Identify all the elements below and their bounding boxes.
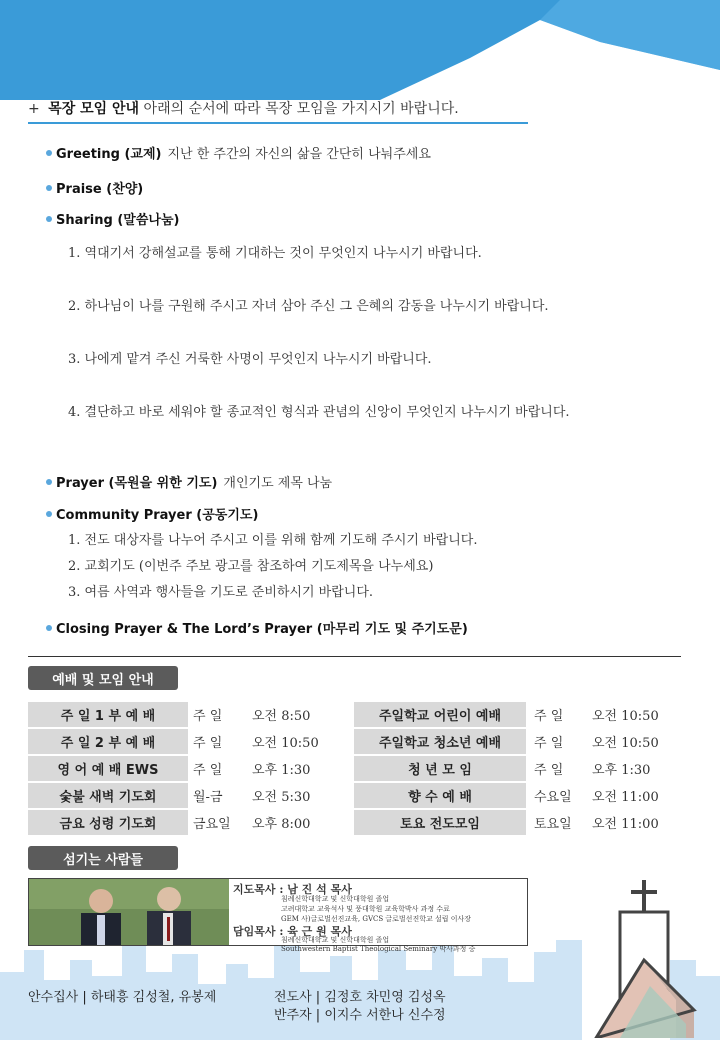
greeting-desc: 지난 한 주간의 자신의 삶을 간단히 나눠주세요	[167, 147, 431, 162]
worship-name: 청 년 모 임	[354, 756, 526, 781]
community-item: 3. 여름 사역과 행사들을 기도로 준비하시기 바랍니다.	[68, 585, 374, 600]
worship-name: 숯불 새벽 기도회	[28, 783, 188, 808]
bullet-icon	[46, 625, 52, 631]
bullet-icon	[46, 150, 52, 156]
sharing-item: 1. 역대기서 강해설교를 통해 기대하는 것이 무엇인지 나누시기 바랍니다.	[68, 246, 482, 261]
sharing-item: 3. 나에게 맡겨 주신 거룩한 사명이 무엇인지 나누시기 바랍니다.	[68, 352, 432, 367]
worship-day: 금요일	[193, 817, 231, 832]
church-icon	[590, 878, 700, 1038]
staff-pastor-1-detail: GEM 사)글로벌선진교육, GVCS 글로벌선진학교 설립 이사장	[281, 915, 471, 923]
worship-name: 주일학교 어린이 예배	[354, 702, 526, 727]
staff-pastor-1-detail: 고려대학교 교육석사 및 풍대학원 교육학박사 과정 수료	[281, 905, 450, 913]
greeting-heading: Greeting (교제)	[56, 147, 162, 162]
order-closing	[46, 618, 468, 637]
staff-info-box	[28, 878, 528, 953]
worship-day: 주 일	[534, 736, 564, 751]
worship-day: 주 일	[534, 709, 564, 724]
title-underline	[28, 122, 528, 124]
staff-pastor-1: 지도목사 : 남 진 석 목사	[233, 883, 352, 896]
community-item: 2. 교회기도 (이번주 주보 광고를 참조하여 기도제목을 나누세요)	[68, 559, 434, 574]
worship-left-times	[252, 702, 347, 835]
prayer-desc: 개인기도 제목 나눔	[223, 476, 333, 491]
sharing-heading: Sharing (말씀나눔)	[56, 213, 180, 228]
worship-day: 토요일	[534, 817, 572, 832]
section-divider	[28, 656, 681, 657]
bullet-icon	[46, 185, 52, 191]
order-praise	[46, 178, 143, 197]
order-greeting	[46, 143, 431, 162]
order-sharing	[46, 209, 179, 228]
worship-name: 주 일 2 부 예 배	[28, 729, 188, 754]
section-title-bold: 목장 모임 안내	[48, 101, 140, 117]
top-banner	[0, 0, 720, 110]
worship-time: 오전 8:50	[252, 709, 311, 724]
worship-name: 토요 전도모임	[354, 810, 526, 835]
staff-pastor-1-detail: 침례신학대학교 및 신학대학원 졸업	[281, 895, 390, 903]
worship-name: 향 수 예 배	[354, 783, 526, 808]
worship-name: 주 일 1 부 예 배	[28, 702, 188, 727]
worship-day: 주 일	[193, 763, 223, 778]
staff-deacons: 안수집사 | 하태흥 김성철, 유봉제	[28, 990, 217, 1005]
community-item: 1. 전도 대상자를 나누어 주시고 이를 위해 함께 기도해 주시기 바랍니다.	[68, 533, 478, 548]
praise-heading: Praise (찬양)	[56, 182, 144, 197]
staff-pastor-2: 담임목사 : 육 근 원 목사	[233, 925, 352, 938]
bullet-icon	[46, 216, 52, 222]
closing-heading: Closing Prayer & The Lord’s Prayer (마무리 기도 및 주기도문)	[56, 622, 468, 637]
section-title-desc: 아래의 순서에 따라 목장 모임을 가지시기 바랍니다.	[143, 101, 459, 117]
worship-time: 오전 5:30	[252, 790, 311, 805]
worship-day: 수요일	[534, 790, 572, 805]
staff-accompanists: 반주자 | 이지수 서한나 신수정	[274, 1008, 446, 1023]
order-community	[46, 504, 258, 523]
worship-right-labels	[354, 702, 526, 835]
worship-title: 예배 및 모임 안내	[28, 666, 178, 690]
worship-name: 영 어 예 배 EWS	[28, 756, 188, 781]
worship-day: 주 일	[193, 709, 223, 724]
staff-pastor-2-detail: Southwestern Baptist Theological Seminary 박사과정 중	[281, 945, 476, 953]
worship-time: 오전 10:50	[592, 736, 659, 751]
staff-pastor-2-detail: 침례신학대학교 및 신학대학원 졸업	[281, 936, 390, 944]
sharing-item: 2. 하나님이 나를 구원해 주시고 자녀 삼아 주신 그 은혜의 감동을 나누시기 바랍니다.	[68, 299, 549, 314]
worship-right-days	[534, 702, 589, 835]
community-heading: Community Prayer (공동기도)	[56, 508, 259, 523]
worship-time: 오전 10:50	[592, 709, 659, 724]
worship-day: 월-금	[193, 790, 223, 805]
worship-left-days	[193, 702, 248, 835]
worship-time: 오전 10:50	[252, 736, 319, 751]
worship-day: 주 일	[193, 736, 223, 751]
worship-time: 오후 8:00	[252, 817, 311, 832]
worship-time: 오전 11:00	[592, 790, 659, 805]
worship-day: 주 일	[534, 763, 564, 778]
worship-left-labels	[28, 702, 188, 835]
worship-name: 금요 성령 기도회	[28, 810, 188, 835]
bullet-icon	[46, 479, 52, 485]
worship-time: 오후 1:30	[252, 763, 311, 778]
staff-title: 섬기는 사람들	[28, 846, 178, 870]
plus-icon: +	[28, 101, 40, 117]
worship-right-times	[592, 702, 682, 835]
worship-name: 주일학교 청소년 예배	[354, 729, 526, 754]
worship-time: 오후 1:30	[592, 763, 651, 778]
bullet-icon	[46, 511, 52, 517]
prayer-heading: Prayer (목원을 위한 기도)	[56, 476, 218, 491]
sharing-item: 4. 결단하고 바로 세워야 할 종교적인 형식과 관념의 신앙이 무엇인지 나누시기 바랍니다.	[68, 405, 570, 420]
order-prayer	[46, 472, 332, 491]
section-title	[28, 98, 459, 118]
pastors-photo	[29, 879, 229, 945]
worship-time: 오전 11:00	[592, 817, 659, 832]
staff-evangelists: 전도사 | 김정호 차민영 김성옥	[274, 990, 446, 1005]
